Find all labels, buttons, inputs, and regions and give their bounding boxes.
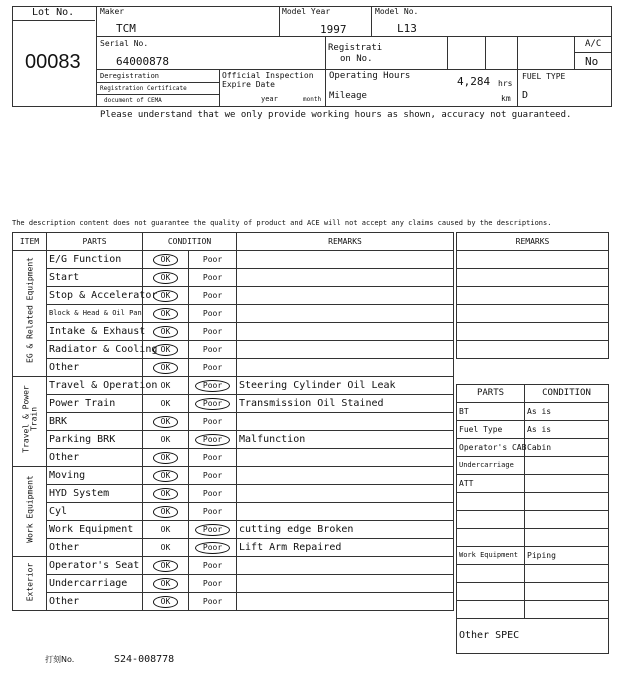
item-group-cell [13,467,47,557]
parts-row [457,475,609,493]
parts-name [457,493,525,511]
table-row [13,485,454,503]
poor-option: Poor [202,254,223,264]
ok-selected-mark: OK [153,326,179,338]
ok-selected-mark: OK [153,272,179,284]
hours-notice: Please understand that we only provide working hours as shown, accuracy not guaranteed. [100,110,572,120]
maker-value: TCM [116,22,136,35]
table-row [13,395,454,413]
parts-row [457,439,609,457]
cema-label: document of CEMA [104,97,162,104]
table-row [13,251,454,269]
poor-option: Poor [202,326,223,336]
parts-row [457,601,609,619]
poor-option: Poor [202,452,223,462]
right-condition-header: CONDITION [525,385,609,403]
parts-condition [525,583,609,601]
parts-condition [525,529,609,547]
ok-selected-mark: OK [153,488,179,500]
stamp-label: 打刻No. [45,655,75,664]
item-group-cell [13,557,47,611]
parts-name [457,511,525,529]
poor-option: Poor [202,488,223,498]
right-remarks-row [457,251,609,269]
other-spec-label: Other SPEC [459,630,520,641]
other-spec-cell [457,619,609,654]
part-name: E/G Function [47,251,143,269]
parts-condition: As is [525,421,609,439]
remark [237,467,454,485]
lot-label: Lot No. [32,7,75,18]
parts-name: Fuel Type [457,421,525,439]
item-group-label: Work Equipment [25,474,34,543]
poor-selected-mark: Poor [195,542,230,554]
right-remarks-row [457,341,609,359]
condition-ok-cell [143,503,189,521]
table-row [13,449,454,467]
parts-condition [525,493,609,511]
parts-name [457,601,525,619]
part-name: Other [47,449,143,467]
remark [237,341,454,359]
ok-selected-mark: OK [153,560,179,572]
remark [237,575,454,593]
parts-row [457,565,609,583]
remark [237,305,454,323]
part-name: Start [47,269,143,287]
fuel-type-value: D [522,90,529,101]
poor-option: Poor [202,308,223,318]
table-row [13,359,454,377]
parts-condition: As is [525,403,609,421]
condition-ok-cell [143,269,189,287]
ok-selected-mark: OK [153,290,179,302]
remark [237,323,454,341]
poor-option: Poor [202,344,223,354]
condition-poor-cell [189,323,237,341]
right-remarks-row [457,269,609,287]
parts-name [457,565,525,583]
right-remarks-row [457,287,609,305]
serial-label: Serial No. [100,39,149,48]
remark [237,503,454,521]
registration-label-2: on No. [340,54,373,64]
condition-poor-cell [189,413,237,431]
ok-selected-mark: OK [153,596,179,608]
right-parts-table [456,384,609,654]
condition-ok-cell [143,521,189,539]
condition-ok-cell [143,449,189,467]
poor-option: Poor [202,506,223,516]
deregistration-label: Deregistration [100,72,160,80]
table-row [13,305,454,323]
condition-ok-cell [143,305,189,323]
poor-option: Poor [202,578,223,588]
parts-condition [525,475,609,493]
part-name: Travel & Operation [47,377,143,395]
condition-ok-cell [143,251,189,269]
ok-selected-mark: OK [153,362,179,374]
condition-poor-cell [189,575,237,593]
remark: Transmission Oil Stained [237,395,454,413]
parts-condition: Cabin [525,439,609,457]
parts-condition [525,457,609,475]
year-label: year [261,95,278,103]
ok-option: OK [160,398,171,408]
poor-option: Poor [202,272,223,282]
inspection-label-1: Official Inspection [222,71,314,80]
condition-ok-cell [143,557,189,575]
col-parts: PARTS [47,233,143,251]
parts-name: ATT [457,475,525,493]
condition-ok-cell [143,539,189,557]
ok-selected-mark: OK [153,416,179,428]
condition-table [12,232,454,611]
month-label: month [303,96,322,103]
table-row [13,539,454,557]
part-name: Intake & Exhaust [47,323,143,341]
table-row [13,557,454,575]
right-parts-header: PARTS [457,385,525,403]
ok-selected-mark: OK [153,308,179,320]
fuel-type-label: FUEL TYPE [522,72,566,81]
ok-option: OK [160,380,171,390]
table-row [13,341,454,359]
poor-selected-mark: Poor [195,398,230,410]
poor-option: Poor [202,560,223,570]
condition-poor-cell [189,557,237,575]
operating-hours-label: Operating Hours [329,71,411,81]
reg-cert-label: Registration Certificate [100,85,187,92]
col-item: ITEM [13,233,47,251]
parts-condition [525,601,609,619]
table-row [13,287,454,305]
parts-condition [525,511,609,529]
poor-selected-mark: Poor [195,524,230,536]
part-name: HYD System [47,485,143,503]
table-row [13,323,454,341]
item-group-label: Travel & Power Train [21,384,38,453]
condition-ok-cell [143,359,189,377]
stamp-value: S24-008778 [114,654,175,665]
parts-row [457,547,609,565]
condition-poor-cell [189,449,237,467]
table-row [13,413,454,431]
model-year-value: 1997 [320,23,347,36]
ok-option: OK [160,542,171,552]
right-remarks-row [457,305,609,323]
table-row [13,521,454,539]
poor-option: Poor [202,362,223,372]
remark [237,593,454,611]
condition-poor-cell [189,485,237,503]
registration-label-1: Registrati [328,43,383,53]
part-name: Stop & Accelerator [47,287,143,305]
parts-name: Undercarriage [457,457,525,475]
remark: Lift Arm Repaired [237,539,454,557]
ok-selected-mark: OK [153,344,179,356]
serial-value: 64000878 [116,55,169,68]
condition-poor-cell [189,539,237,557]
lot-number: 00083 [25,51,81,73]
part-name: Parking BRK [47,431,143,449]
remark [237,359,454,377]
remark: Steering Cylinder Oil Leak [237,377,454,395]
hrs-unit: hrs [498,79,513,88]
condition-ok-cell [143,485,189,503]
part-name: Operator's Seat [47,557,143,575]
km-unit: km [501,94,511,103]
condition-ok-cell [143,575,189,593]
inspection-label-2: Expire Date [222,80,275,89]
remark: cutting edge Broken [237,521,454,539]
condition-poor-cell [189,341,237,359]
ok-option: OK [160,434,171,444]
parts-condition: Piping [525,547,609,565]
condition-ok-cell [143,593,189,611]
condition-poor-cell [189,377,237,395]
model-year-label: Model Year [282,7,331,16]
part-name: Other [47,539,143,557]
right-remarks-header: REMARKS [457,233,609,251]
right-remarks-row [457,323,609,341]
ac-value: No [585,55,599,68]
parts-name: BT [457,403,525,421]
remark [237,449,454,467]
condition-poor-cell [189,251,237,269]
part-name: Other [47,593,143,611]
table-row [13,377,454,395]
condition-table-body [13,233,454,611]
parts-condition [525,565,609,583]
model-no-value: L13 [397,22,417,35]
remark [237,287,454,305]
right-remarks-table [456,232,609,359]
ac-label: A/C [585,39,602,49]
part-name: BRK [47,413,143,431]
part-name: Power Train [47,395,143,413]
parts-row [457,403,609,421]
parts-name [457,583,525,601]
condition-poor-cell [189,593,237,611]
parts-row [457,493,609,511]
model-no-label: Model No. [375,7,419,16]
condition-poor-cell [189,269,237,287]
item-group-label: EG & Related Equipment [25,256,34,363]
condition-ok-cell [143,467,189,485]
part-name: Radiator & Cooling [47,341,143,359]
condition-poor-cell [189,521,237,539]
remark [237,269,454,287]
table-row [13,467,454,485]
parts-name: Work Equipment [457,547,525,565]
condition-ok-cell [143,323,189,341]
table-row [13,503,454,521]
condition-poor-cell [189,359,237,377]
condition-poor-cell [189,305,237,323]
ok-option: OK [160,524,171,534]
poor-selected-mark: Poor [195,434,230,446]
poor-option: Poor [202,470,223,480]
part-name: Block & Head & Oil Pan [47,305,143,323]
remark: Malfunction [237,431,454,449]
maker-label: Maker [100,7,125,16]
poor-option: Poor [202,290,223,300]
parts-row [457,421,609,439]
ok-selected-mark: OK [153,578,179,590]
disclaimer: The description content does not guarantee the quality of product and ACE will not accept any claims caused by the descriptions. [12,219,552,227]
table-row [13,269,454,287]
item-group-cell [13,377,47,467]
parts-row [457,457,609,475]
poor-selected-mark: Poor [195,380,230,392]
parts-row [457,511,609,529]
parts-name: Operator's CAB [457,439,525,457]
condition-poor-cell [189,503,237,521]
table-row [13,575,454,593]
remark [237,485,454,503]
table-row [13,431,454,449]
ok-selected-mark: OK [153,470,179,482]
mileage-label: Mileage [329,91,367,101]
parts-row [457,583,609,601]
remark [237,557,454,575]
col-condition: CONDITION [143,233,237,251]
parts-row [457,529,609,547]
poor-option: Poor [202,596,223,606]
ok-selected-mark: OK [153,452,179,464]
condition-ok-cell [143,395,189,413]
remark [237,413,454,431]
condition-poor-cell [189,431,237,449]
ok-selected-mark: OK [153,254,179,266]
operating-hours-value: 4,284 [457,75,491,88]
table-row [13,593,454,611]
part-name: Cyl [47,503,143,521]
part-name: Work Equipment [47,521,143,539]
condition-poor-cell [189,467,237,485]
remark [237,251,454,269]
parts-name [457,529,525,547]
ok-selected-mark: OK [153,506,179,518]
part-name: Undercarriage [47,575,143,593]
poor-option: Poor [202,416,223,426]
part-name: Other [47,359,143,377]
col-remarks: REMARKS [237,233,454,251]
condition-table-header [13,233,454,251]
item-group-cell [13,251,47,377]
condition-ok-cell [143,431,189,449]
condition-poor-cell [189,395,237,413]
condition-ok-cell [143,413,189,431]
item-group-label: Exterior [25,562,34,601]
condition-poor-cell [189,287,237,305]
part-name: Moving [47,467,143,485]
